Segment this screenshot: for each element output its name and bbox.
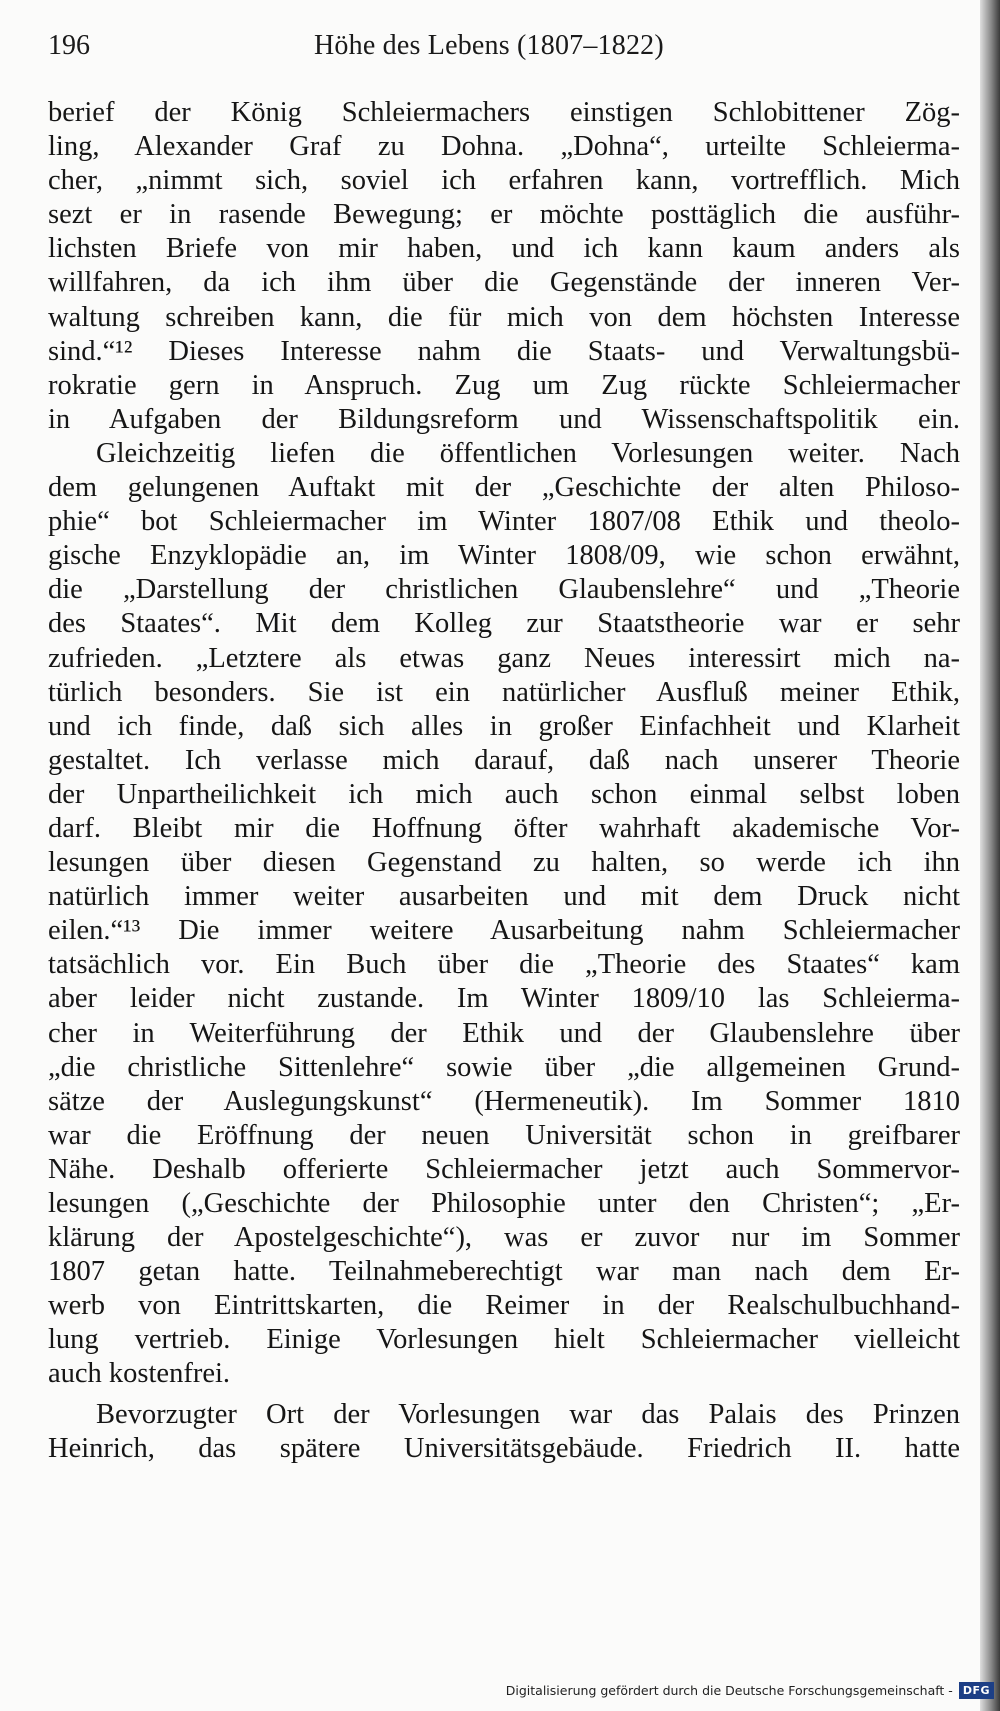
running-head-title: Höhe des Lebens (1807–1822) xyxy=(314,30,664,61)
text-line: Gleichzeitig liefen die öffentlichen Vorlesungen weiter. Nach xyxy=(96,437,960,469)
text-line: türlich besonders. Sie ist ein natürlicher Ausfluß meiner Ethik, xyxy=(48,676,960,708)
text-line: berief der König Schleiermachers einstigen Schlobittener Zög- xyxy=(48,97,960,128)
text-line: lesungen über diesen Gegenstand zu halten, so werde ich ihn xyxy=(48,847,960,879)
text-line: 1807 getan hatte. Teilnahmeberechtigt war man nach dem Er- xyxy=(48,1256,960,1288)
running-head xyxy=(48,30,960,70)
text-line: lung vertrieb. Einige Vorlesungen hielt Schleiermacher vielleicht xyxy=(48,1324,960,1356)
text-line: in Aufgaben der Bildungsreform und Wissenschaftspolitik ein. xyxy=(48,403,960,435)
text-line: lesungen („Geschichte der Philosophie unter den Christen“; „Er- xyxy=(48,1188,960,1219)
text-line: sezt er in rasende Bewegung; er möchte posttäglich die ausführ- xyxy=(48,199,960,231)
text-line: sind.“¹² Dieses Interesse nahm die Staats- und Verwaltungsbü- xyxy=(48,335,960,367)
text-line: waltung schreiben kann, die für mich von dem höchsten Interesse xyxy=(48,301,960,333)
text-line: willfahren, da ich ihm über die Gegenstände der inneren Ver- xyxy=(48,267,960,299)
text-line: der Unpartheilichkeit ich mich auch schon einmal selbst loben xyxy=(48,778,960,810)
text-line: gestaltet. Ich verlasse mich darauf, daß nach unserer Theorie xyxy=(48,744,960,776)
digitization-footer xyxy=(506,1679,994,1701)
footer-credit: Digitalisierung gefördert durch die Deutsche Forschungsgemeinschaft - xyxy=(505,1682,953,1698)
text-line: gische Enzyklopädie an, im Winter 1808/09, wie schon erwähnt, xyxy=(48,540,960,572)
body-text xyxy=(48,96,960,1466)
text-line: Bevorzugter Ort der Vorlesungen war das Palais des Prinzen xyxy=(96,1398,960,1430)
text-line: war die Eröffnung der neuen Universität schon in greifbarer xyxy=(48,1119,960,1151)
text-line: phie“ bot Schleiermacher im Winter 1807/08 Ethik und theolo- xyxy=(48,506,960,538)
text-line: dem gelungenen Auftakt mit der „Geschichte der alten Philoso- xyxy=(48,472,960,504)
text-line: sätze der Auslegungskunst“ (Hermeneutik). Im Sommer 1810 xyxy=(48,1085,960,1117)
text-line: eilen.“¹³ Die immer weitere Ausarbeitung nahm Schleiermacher xyxy=(48,915,960,947)
text-line: rokratie gern in Anspruch. Zug um Zug rückte Schleiermacher xyxy=(48,369,960,401)
text-line: aber leider nicht zustande. Im Winter 1809/10 las Schleierma- xyxy=(48,983,960,1015)
page-edge-shadow xyxy=(980,0,1000,1711)
text-line: Nähe. Deshalb offerierte Schleiermacher jetzt auch Sommervor- xyxy=(48,1153,960,1185)
text-line: Heinrich, das spätere Universitätsgebäude. Friedrich II. hatte xyxy=(48,1432,960,1464)
page-number: 196 xyxy=(48,30,90,61)
text-line: „die christliche Sittenlehre“ sowie über „die allgemeinen Grund- xyxy=(48,1051,960,1083)
text-line: auch kostenfrei. xyxy=(48,1358,231,1390)
text-line: natürlich immer weiter ausarbeiten und mit dem Druck nicht xyxy=(48,881,960,913)
text-line: cher, „nimmt sich, soviel ich erfahren kann, vortrefflich. Mich xyxy=(48,165,960,197)
text-line: cher in Weiterführung der Ethik und der Glaubenslehre über xyxy=(48,1017,960,1049)
text-line: des Staates“. Mit dem Kolleg zur Staatstheorie war er sehr xyxy=(48,608,960,640)
text-line: werb von Eintrittskarten, die Reimer in der Realschulbuchhand- xyxy=(48,1290,960,1322)
dfg-logo: DFG xyxy=(959,1682,994,1699)
text-line: die „Darstellung der christlichen Glaubenslehre“ und „Theorie xyxy=(48,574,960,606)
text-line: zufrieden. „Letztere als etwas ganz Neues interessirt mich na- xyxy=(48,642,960,674)
text-line: ling, Alexander Graf zu Dohna. „Dohna“, urteilte Schleierma- xyxy=(48,131,960,163)
text-line: lichsten Briefe von mir haben, und ich kann kaum anders als xyxy=(48,233,960,265)
text-line: klärung der Apostelgeschichte“), was er zuvor nur im Sommer xyxy=(48,1222,960,1254)
text-line: tatsächlich vor. Ein Buch über die „Theorie des Staates“ kam xyxy=(48,949,960,981)
text-line: und ich finde, daß sich alles in großer Einfachheit und Klarheit xyxy=(48,710,960,742)
text-line: darf. Bleibt mir die Hoffnung öfter wahrhaft akademische Vor- xyxy=(48,812,960,844)
